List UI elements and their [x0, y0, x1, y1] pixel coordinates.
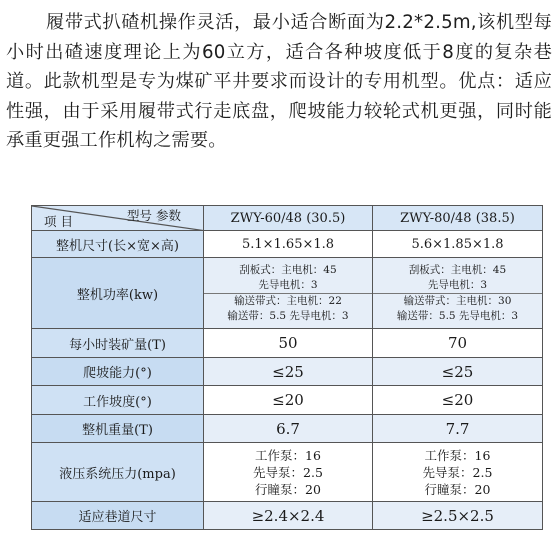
- power-a-line3: 输送带式：主电机：22: [204, 293, 372, 309]
- hydraulic-b: [373, 443, 543, 502]
- weight-b: 7.7: [373, 414, 543, 443]
- weight-a: 6.7: [204, 414, 373, 443]
- row-label-weight: 整机重量(T): [32, 414, 204, 443]
- table-row: [32, 231, 543, 257]
- tunnel-b: ≥2.5×2.5: [373, 502, 543, 530]
- row-label-slope: 工作坡度(°): [32, 386, 204, 415]
- model-param-label: 型号 参数: [127, 208, 181, 223]
- power-a-line4: 输送带：5.5 先导电机：3: [227, 309, 349, 322]
- power-a: [204, 257, 373, 328]
- power-a-line1: 刮板式：主电机：45: [239, 263, 337, 276]
- hydraulic-a-line3: 行瞳泵：20: [255, 481, 321, 497]
- load-b: 70: [373, 329, 543, 358]
- hydraulic-a-line1: 工作泵：16: [255, 447, 321, 463]
- model-a-header: ZWY-60/48 (30.5): [204, 206, 373, 231]
- hydraulic-b-line3: 行瞳泵：20: [424, 481, 491, 497]
- intro-paragraph: 履带式扒碴机操作灵活，最小适合断面为2.2*2.5m,该机型每小时出碴速度理论上为60立方，适合各种坡度低于8度的复杂巷道。此款机型是专为煤矿平井要求而设计的专用机型。优点：适应性强，由于采用履带式行走底盘，爬坡能力较轮式机更强，同时能承重更强工作机构之需要。: [6, 12, 552, 152]
- spec-table: [31, 205, 543, 530]
- table-header-row: [32, 206, 543, 231]
- row-label-hydraulic: 液压系统压力(mpa): [32, 443, 204, 502]
- power-b-line2: 先导电机：3: [427, 278, 488, 291]
- intro-text: [6, 8, 552, 156]
- power-b-line1: 刮板式：主电机：45: [408, 263, 507, 276]
- header-diagonal-cell: [32, 206, 204, 231]
- model-b-header: ZWY-80/48 (38.5): [373, 206, 543, 231]
- table-row: [32, 443, 543, 502]
- row-label-size: 整机尺寸(长×宽×高): [32, 231, 204, 257]
- hydraulic-b-line1: 工作泵：16: [424, 447, 491, 463]
- climb-a: ≤25: [204, 357, 373, 386]
- table-row: [32, 502, 543, 530]
- tunnel-a: ≥2.4×2.4: [204, 502, 373, 530]
- power-b-line4: 输送带：5.5 先导电机：3: [396, 309, 519, 322]
- power-b: [373, 257, 543, 328]
- slope-a: ≤20: [204, 386, 373, 415]
- hydraulic-b-line2: 先导泵：2.5: [422, 464, 493, 480]
- power-b-line3: 输送带式：主电机：30: [373, 293, 542, 309]
- size-a: 5.1×1.65×1.8: [204, 231, 373, 257]
- size-b: 5.6×1.85×1.8: [373, 231, 543, 257]
- row-label-load: 每小时装矿量(T): [32, 329, 204, 358]
- item-label: 项 目: [44, 214, 73, 230]
- load-a: 50: [204, 329, 373, 358]
- table-row: [32, 357, 543, 386]
- hydraulic-a: [204, 443, 373, 502]
- row-label-tunnel: 适应巷道尺寸: [32, 502, 204, 530]
- hydraulic-a-line2: 先导泵：2.5: [253, 464, 323, 480]
- power-a-line2: 先导电机：3: [258, 278, 318, 291]
- row-label-climb: 爬坡能力(°): [32, 357, 204, 386]
- climb-b: ≤25: [373, 357, 543, 386]
- table-row: [32, 386, 543, 415]
- slope-b: ≤20: [373, 386, 543, 415]
- table-row: [32, 257, 543, 328]
- table-row: [32, 414, 543, 443]
- row-label-power: 整机功率(kw): [32, 257, 204, 328]
- table-row: [32, 329, 543, 358]
